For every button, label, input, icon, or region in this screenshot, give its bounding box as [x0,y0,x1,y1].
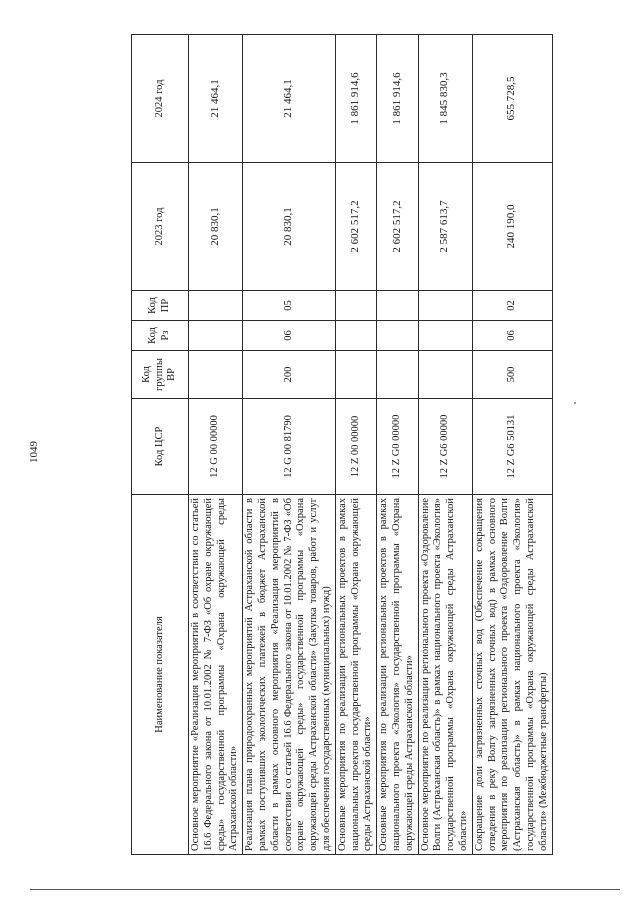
row-vr: 200 [243,351,336,399]
row-2024: 1 861 914,6 [335,35,376,163]
row-rz: 06 [243,321,336,351]
table-row [472,35,552,855]
row-name: Основные мероприятия по реализации региональных проектов в рамках национальных проектов государственной программы «Охрана окружающей среды Астраханской области» [335,495,376,855]
table-row [418,35,472,855]
scan-edge-rule [30,889,620,890]
row-rz [335,321,376,351]
table-row [189,35,243,855]
row-pr [335,291,376,321]
row-csr: 12 G 00 81790 [243,399,336,495]
row-2024: 655 728,5 [472,35,552,163]
row-name: Сокращение доли загрязненных сточных вод (Обеспечение сокращения отведения в реку Волгу загрязненных сточных вод) в рамках основного мероприятия по реализации регионального проекта «Оздоровление Волги (Астраханская область)» в рамках национального проекта «Экология» государственной программы «Охрана окружающей среды Астраханской области» (Межбюджетные трансферты) [472,495,552,855]
row-2023: 2 602 517,2 [335,163,376,291]
row-pr [189,291,243,321]
row-rz: 06 [472,321,552,351]
row-pr: 02 [472,291,552,321]
header-vr: Код группы ВР [132,351,189,399]
row-2024: 21 464,1 [189,35,243,163]
row-2024: 21 464,1 [243,35,336,163]
row-name: Реализация плана природоохранных мероприятий Астраханской области в рамках поступивших экологических платежей в бюджет Астраханской области в рамках основного мероприятия «Реализация мероприятий в соответствии со статьей 16.6 Федерального закона от 10.01.2002 № 7-ФЗ «Об охране окружающей среды» государственной программы «Охрана окружающей среды Астраханской области» (Закупка товаров, работ и услуг для обеспечения государственных (муниципальных) нужд) [243,495,336,855]
row-vr [418,351,472,399]
table-row [377,35,418,855]
header-pr: Код ПР [132,291,189,321]
scan-speck [574,402,576,404]
row-vr [377,351,418,399]
row-2023: 2 587 613,7 [418,163,472,291]
table-row [243,35,336,855]
row-csr: 12 Z G0 00000 [377,399,418,495]
row-vr [335,351,376,399]
row-2023: 20 830,1 [243,163,336,291]
row-2023: 20 830,1 [189,163,243,291]
budget-table-rotated [131,35,549,855]
row-pr: 05 [243,291,336,321]
row-name: Основное мероприятие «Реализация мероприятий в соответствии со статьей 16.6 Федерального закона от 10.01.2002 № 7-ФЗ «Об охране окружающей среды» государственной программы «Охрана окружающей среды Астраханской области» [189,495,243,855]
table-row [335,35,376,855]
table-header-row [132,35,189,855]
row-csr: 12 G 00 00000 [189,399,243,495]
row-2023: 2 602 517,2 [377,163,418,291]
row-pr [377,291,418,321]
row-name: Основное мероприятие по реализации регионального проекта «Оздоровление Волги (Астраханская область)» в рамках национального проекта «Экология» государственной программы «Охрана окружающей среды Астраханской области» [418,495,472,855]
row-rz [377,321,418,351]
page-number: 1049 [28,441,40,463]
row-vr [189,351,243,399]
header-csr: Код ЦСР [132,399,189,495]
header-2024: 2024 год [132,35,189,163]
row-2024: 1 845 830,3 [418,35,472,163]
header-name: Наименование показателя [132,495,189,855]
row-rz [418,321,472,351]
header-rz: Код Рз [132,321,189,351]
row-csr: 12 Z G6 00000 [418,399,472,495]
row-2023: 240 190,0 [472,163,552,291]
row-csr: 12 Z G6 50131 [472,399,552,495]
row-2024: 1 861 914,6 [377,35,418,163]
row-vr: 500 [472,351,552,399]
row-pr [418,291,472,321]
header-2023: 2023 год [132,163,189,291]
row-rz [189,321,243,351]
row-name: Основные мероприятия по реализации региональных проектов в рамках национального проекта «Экология» государственной программы «Охрана окружающей среды Астраханской области» [377,495,418,855]
budget-table [131,34,553,855]
row-csr: 12 Z 00 00000 [335,399,376,495]
